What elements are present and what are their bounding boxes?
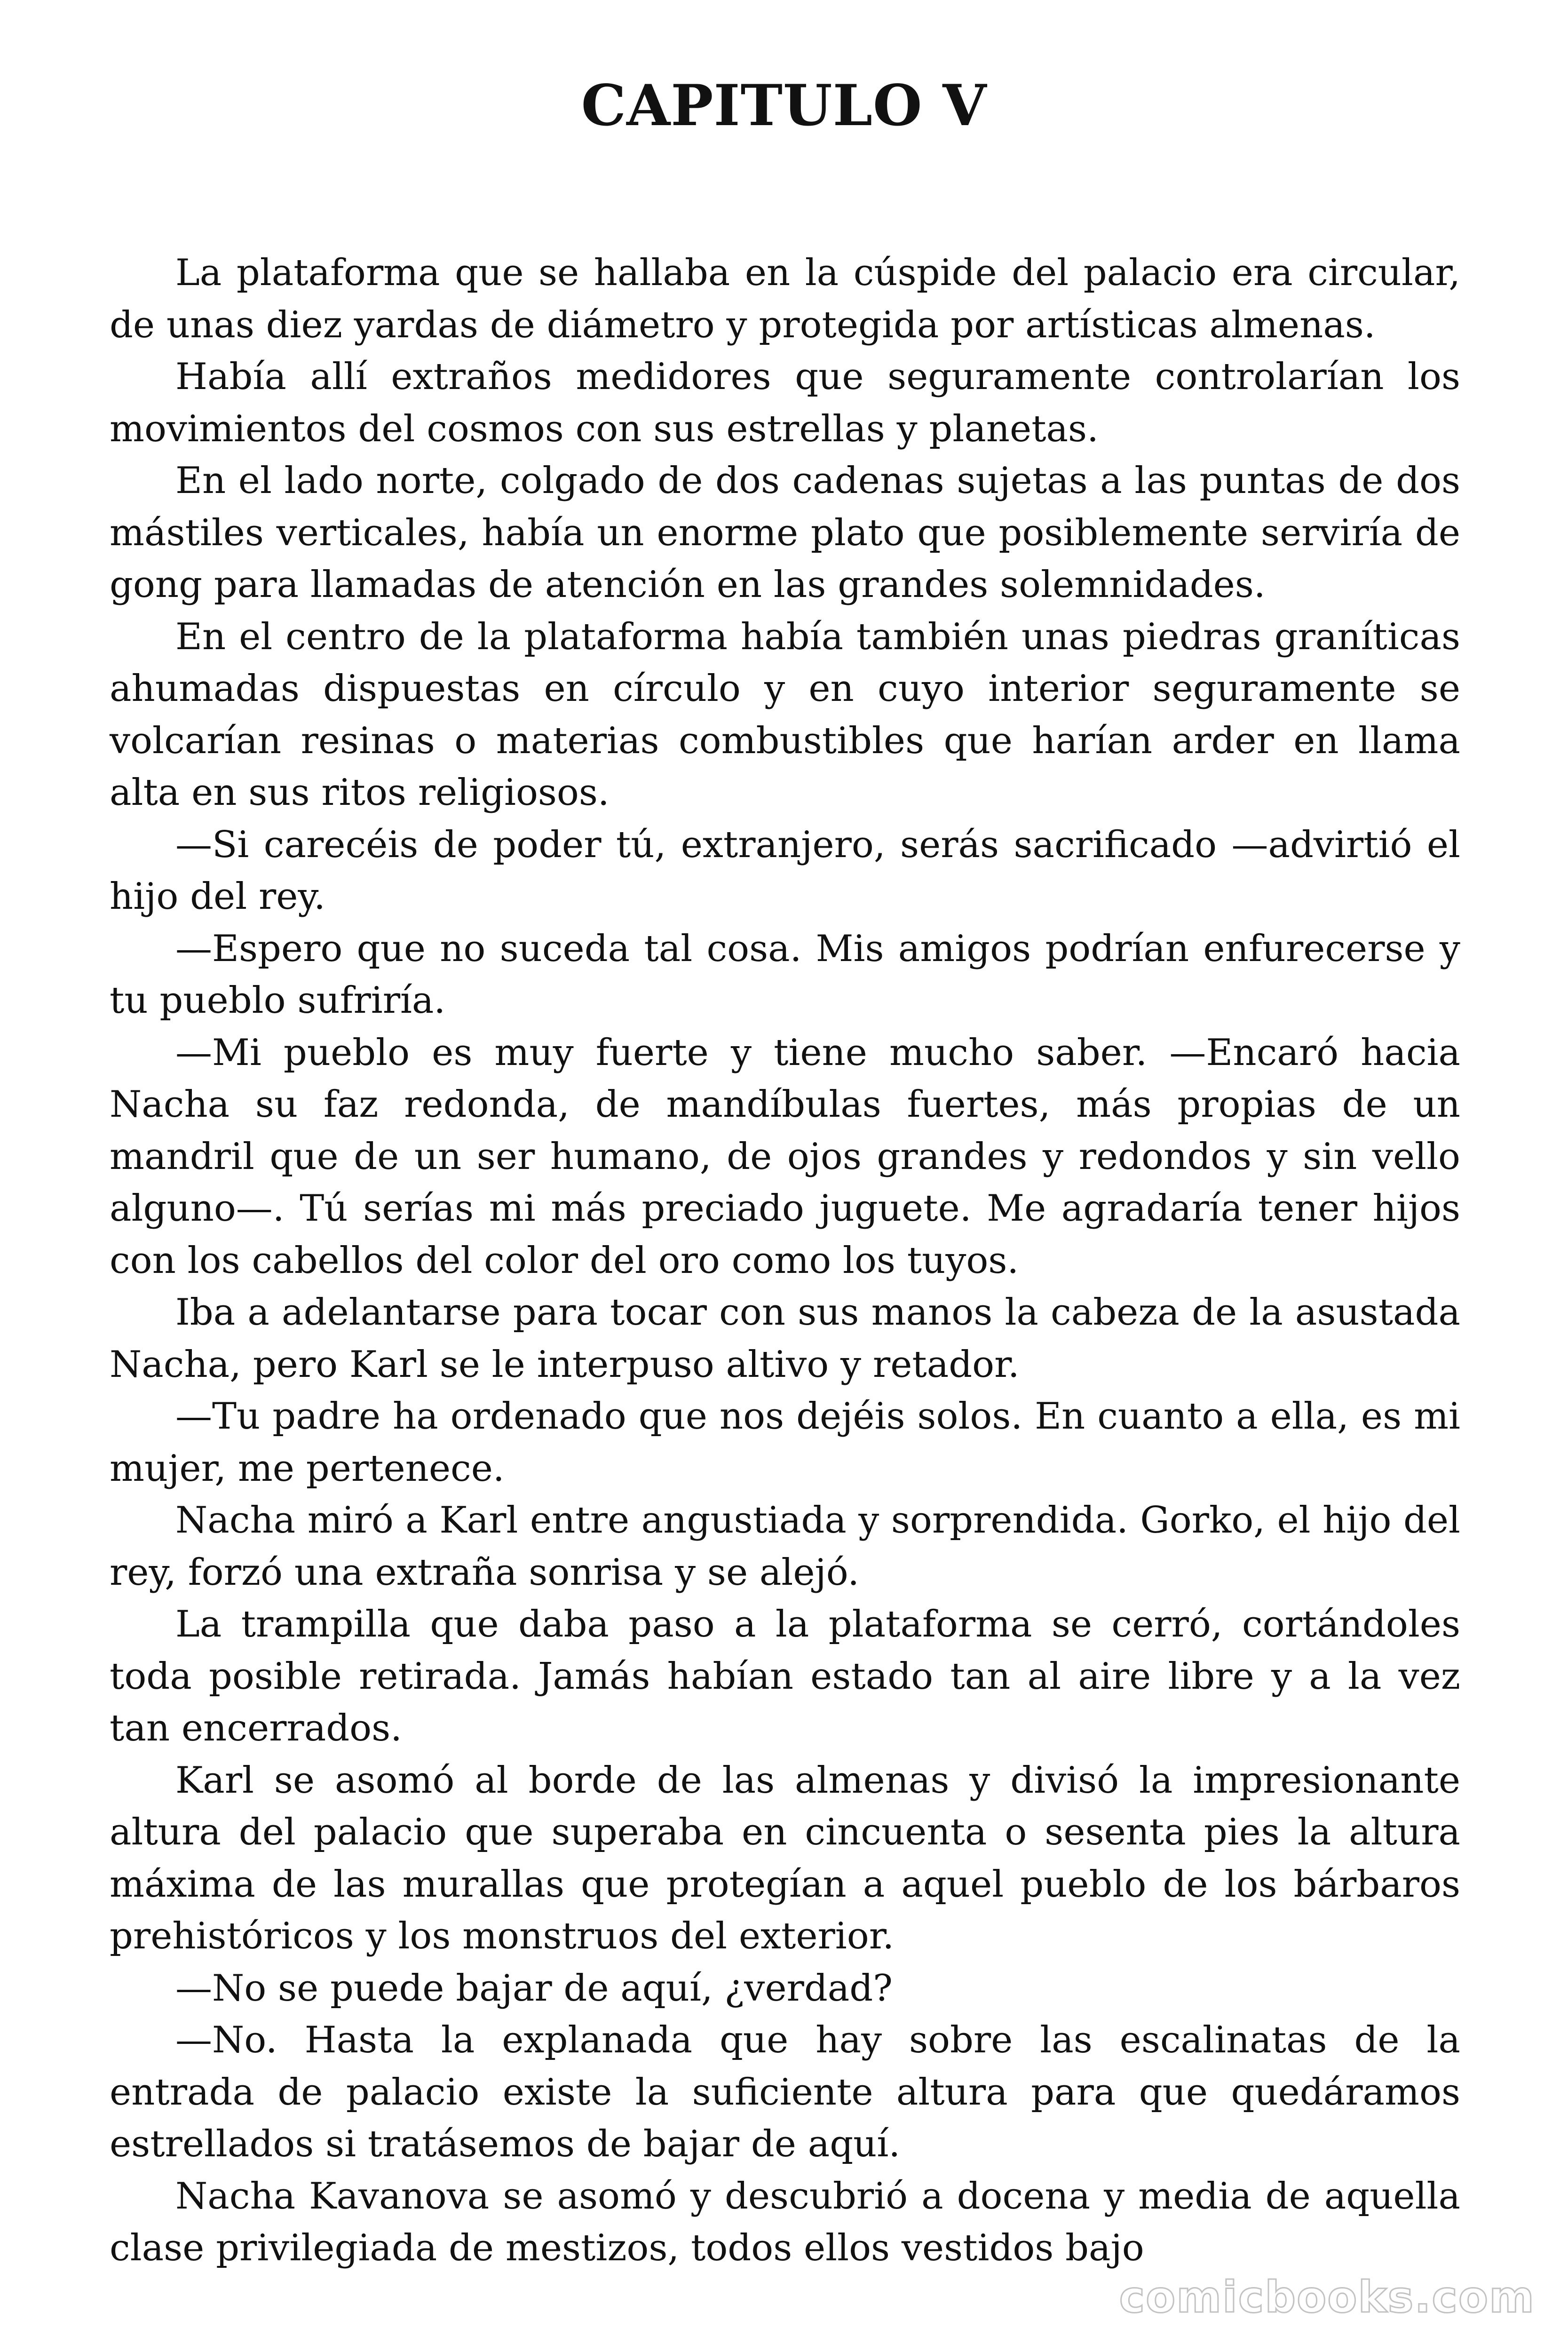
dialogue-paragraph: —Mi pueblo es muy fuerte y tiene mucho saber. —Encaró hacia Nacha su faz redonda, de mandíbulas fuertes, más propias de un mandril que de un ser humano, de ojos grandes y redondos y sin vello alguno—. Tú serías mi más preciado juguete. Me agradaría tener hijos con los cabellos del color del oro como los tuyos. xyxy=(110,1031,1460,1282)
paragraph: Nacha Kavanova se asomó y descubrió a docena y media de aquella clase privilegiada de mestizos, todos ellos vestidos bajo xyxy=(110,2175,1460,2269)
dialogue-paragraph: —Tu padre ha ordenado que nos dejéis solos. En cuanto a ella, es mi mujer, me pertenece. xyxy=(110,1395,1460,1490)
paragraph: La plataforma que se hallaba en la cúspide del palacio era circular, de unas diez yardas de diámetro y protegida por artísticas almenas. xyxy=(110,252,1460,346)
watermark: comicbooks.com xyxy=(1119,2272,1535,2322)
chapter-title: CAPITULO V xyxy=(581,72,987,139)
paragraph: Nacha miró a Karl entre angustiada y sorprendida. Gorko, el hijo del rey, forzó una extraña sonrisa y se alejó. xyxy=(110,1499,1460,1594)
paragraph: Karl se asomó al borde de las almenas y divisó la impresionante altura del palacio que superaba en cincuenta o sesenta pies la altura máxima de las murallas que protegían a aquel pueblo de los bárbaros prehistóricos y los monstruos del exterior. xyxy=(110,1759,1460,1957)
paragraph: En el lado norte, colgado de dos cadenas sujetas a las puntas de dos mástiles verticales, había un enorme plato que posiblemente serviría de gong para llamadas de atención en las grandes solemnidades. xyxy=(110,460,1460,606)
dialogue-paragraph: —No. Hasta la explanada que hay sobre las escalinatas de la entrada de palacio existe la suficiente altura para que quedáramos estrellados si tratásemos de bajar de aquí. xyxy=(110,2019,1460,2165)
dialogue-paragraph: —Si carecéis de poder tú, extranjero, serás sacrificado —advirtió el hijo del rey. xyxy=(110,823,1460,918)
chapter-body xyxy=(110,247,1460,2274)
paragraph: Había allí extraños medidores que seguramente controlarían los movimientos del cosmos con sus estrellas y planetas. xyxy=(110,356,1460,450)
paragraph: Iba a adelantarse para tocar con sus manos la cabeza de la asustada Nacha, pero Karl se le interpuso altivo y retador. xyxy=(110,1291,1460,1386)
dialogue-paragraph: —Espero que no suceda tal cosa. Mis amigos podrían enfurecerse y tu pueblo sufriría. xyxy=(110,927,1460,1022)
dialogue-paragraph: —No se puede bajar de aquí, ¿verdad? xyxy=(175,1967,893,2010)
paragraph: La trampilla que daba paso a la plataforma se cerró, cortándoles toda posible retirada. Jamás habían estado tan al aire libre y a la vez tan encerrados. xyxy=(110,1603,1460,1749)
paragraph: En el centro de la plataforma había también unas piedras graníticas ahumadas dispuestas en círculo y en cuyo interior seguramente se volcarían resinas o materias combustibles que harían arder en llama alta en sus ritos religiosos. xyxy=(110,615,1460,814)
